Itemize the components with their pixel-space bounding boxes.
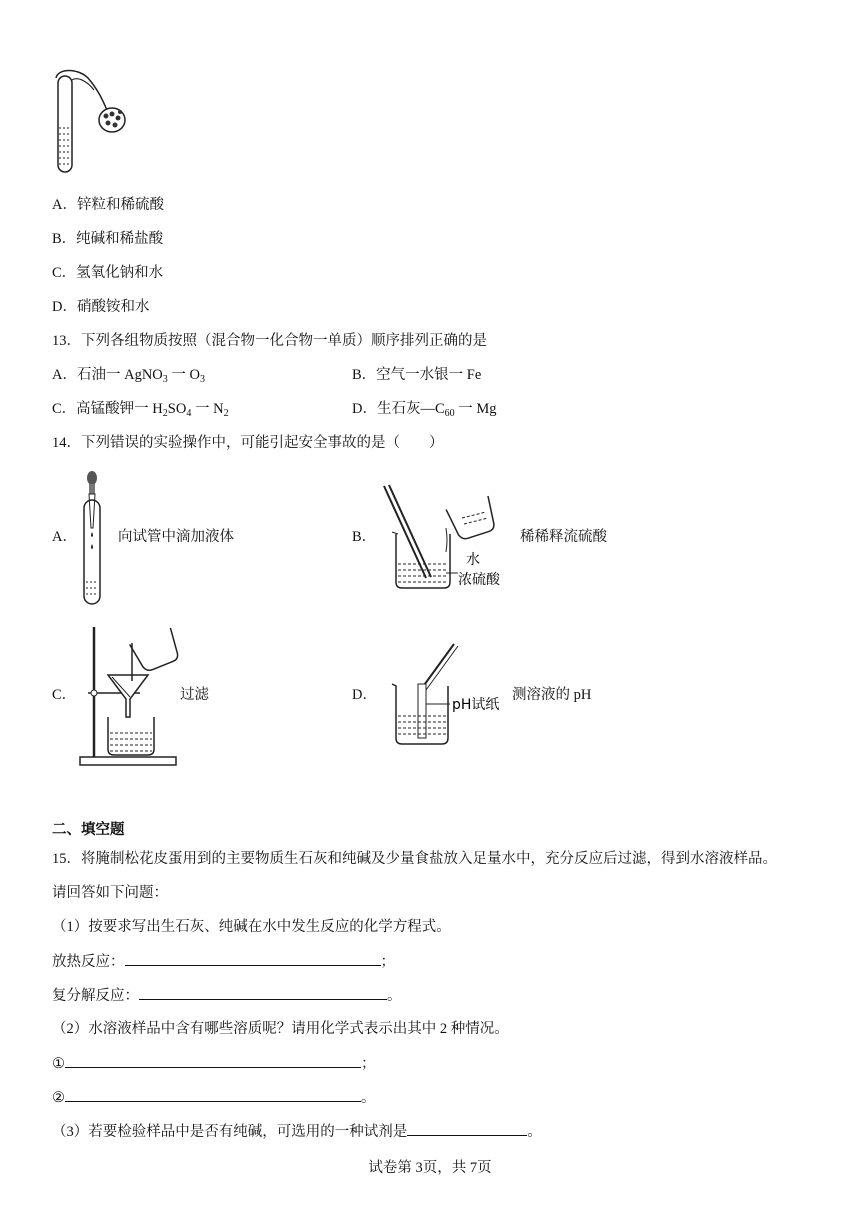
subscript: 60 xyxy=(444,408,455,419)
q12-option-d[interactable] xyxy=(52,297,149,317)
option-text: 生石灰—C xyxy=(376,401,445,417)
q14-option-b-letter[interactable]: B． xyxy=(352,529,377,545)
answer-blank-5[interactable] xyxy=(407,1121,527,1136)
option-letter: D． xyxy=(352,401,377,417)
ph-paper-label: pH试纸 xyxy=(452,697,500,713)
subscript: 4 xyxy=(186,408,192,419)
option-text: 一 Mg xyxy=(454,401,497,417)
q15-part2a xyxy=(52,1053,376,1074)
punct: 。 xyxy=(387,988,402,1004)
option-letter: D． xyxy=(52,299,77,315)
option-text: 锌粒和稀硫酸 xyxy=(76,197,164,213)
q15-part2: （2）水溶液样品中含有哪些溶质呢？请用化学式表示出其中 2 种情况。 xyxy=(52,1021,509,1037)
q15-stem: 15．将腌制松花皮蛋用到的主要物质生石灰和纯碱及少量食盐放入足量水中，充分反应后过滤，得到水溶液样品。 xyxy=(52,851,777,867)
q14-option-a-text: 向试管中滴加液体 xyxy=(118,529,234,545)
q15-part3 xyxy=(52,1121,542,1142)
q15-stem-2: 请回答如下问题： xyxy=(52,885,168,901)
blank-label: ① xyxy=(52,1056,65,1072)
section-title: 二、填空题 xyxy=(52,822,125,838)
option-text: 空气一水银一 Fe xyxy=(376,367,482,383)
option-letter: A． xyxy=(52,367,77,383)
option-letter: C． xyxy=(52,265,77,281)
blank-label: ② xyxy=(52,1090,65,1106)
q14-option-a-letter[interactable]: A． xyxy=(52,529,77,545)
option-letter: C． xyxy=(52,401,77,417)
punct: ； xyxy=(380,954,395,970)
q12-option-a[interactable] xyxy=(52,195,164,215)
q13-option-d[interactable] xyxy=(352,399,497,419)
option-text: 硝酸铵和水 xyxy=(76,299,150,315)
q12-option-c[interactable] xyxy=(52,263,163,283)
dilution-figure xyxy=(380,482,520,592)
blank-label: 复分解反应： xyxy=(52,988,139,1004)
dropper-figure xyxy=(80,470,110,610)
filtration-figure xyxy=(78,625,188,770)
test-tube-balloon-figure xyxy=(48,68,138,178)
answer-blank-3[interactable] xyxy=(65,1053,361,1068)
q13-stem: 13．下列各组物质按照（混合物一化合物一单质）顺序排列正确的是 xyxy=(52,333,487,349)
option-text: 氢氧化钠和水 xyxy=(76,265,164,281)
subscript: 2 xyxy=(223,408,229,419)
water-label: 水 xyxy=(466,552,480,568)
punct: 。 xyxy=(361,1090,376,1106)
option-letter: A． xyxy=(52,197,77,213)
q12-option-b[interactable] xyxy=(52,229,163,249)
option-text: SO xyxy=(167,401,187,417)
option-text: 纯碱和稀盐酸 xyxy=(76,231,164,247)
answer-blank-1[interactable] xyxy=(125,951,381,966)
q15-part1a xyxy=(52,951,395,972)
option-text: 石油一 AgNO xyxy=(76,367,163,383)
subscript: 3 xyxy=(200,374,206,385)
option-letter: B． xyxy=(352,367,377,383)
subscript: 2 xyxy=(162,408,168,419)
answer-blank-4[interactable] xyxy=(65,1087,361,1102)
conc-acid-label: 浓硫酸 xyxy=(458,572,500,588)
q14-option-d-letter[interactable]: D． xyxy=(352,687,377,703)
q14-option-c-text: 过滤 xyxy=(180,687,209,703)
q14-stem: 14．下列错误的实验操作中，可能引起安全事故的是（ ） xyxy=(52,435,444,451)
q15-part1b xyxy=(52,985,402,1006)
q14-option-c-letter[interactable]: C． xyxy=(52,687,77,703)
q15-part1: （1）按要求写出生石灰、纯碱在水中发生反应的化学方程式。 xyxy=(52,919,451,935)
q15-part2b xyxy=(52,1087,376,1108)
option-text: 一 O xyxy=(167,367,201,383)
punct: 。 xyxy=(527,1124,542,1140)
option-text: 高锰酸钾一 H xyxy=(76,401,163,417)
q14-option-b-text: 稀稀释流硫酸 xyxy=(520,529,607,545)
blank-label: （3）若要检验样品中是否有纯碱，可选用的一种试剂是 xyxy=(52,1124,408,1140)
q13-option-a[interactable] xyxy=(52,365,205,385)
option-letter: B． xyxy=(52,231,77,247)
answer-blank-2[interactable] xyxy=(139,985,387,1000)
option-text: 一 N xyxy=(191,401,224,417)
q13-option-c[interactable] xyxy=(52,399,229,419)
punct: ； xyxy=(361,1056,376,1072)
q14-option-d-text: 测溶液的 pH xyxy=(512,687,592,703)
subscript: 3 xyxy=(162,374,168,385)
blank-label: 放热反应： xyxy=(52,954,125,970)
page-footer: 试卷第 3页，共 7页 xyxy=(368,1160,492,1176)
q13-option-b[interactable] xyxy=(352,365,481,385)
ph-test-figure xyxy=(388,640,518,750)
